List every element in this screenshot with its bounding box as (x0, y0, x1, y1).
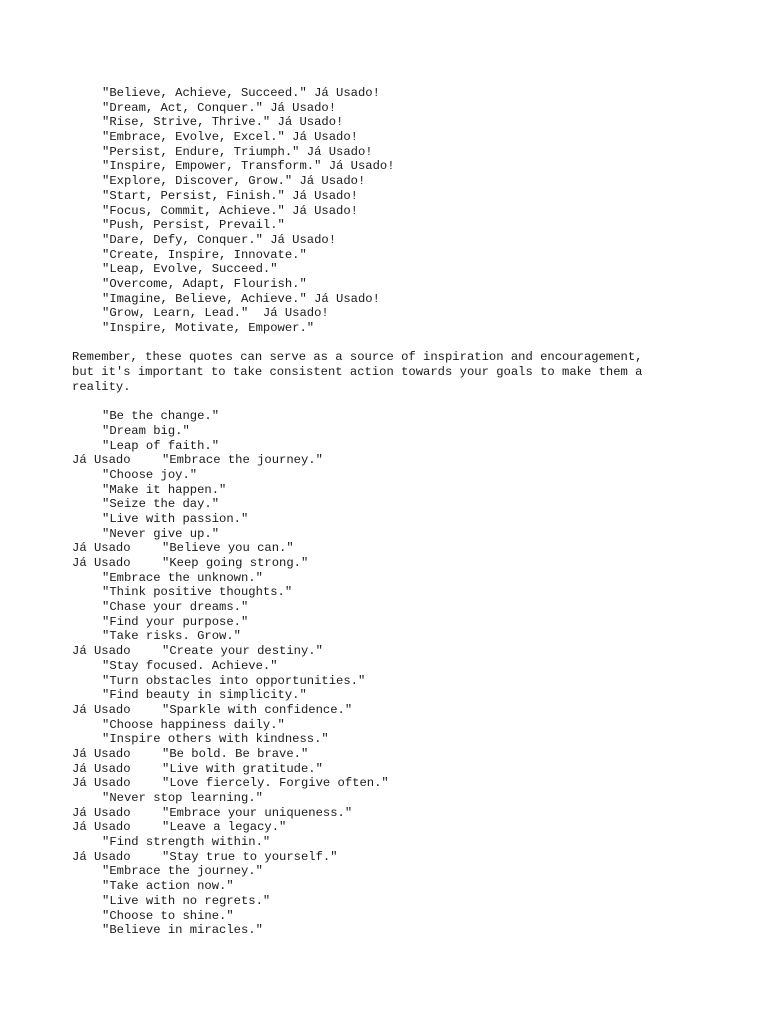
quote-line: "Chase your dreams." (102, 600, 249, 615)
slogan-line: "Dare, Defy, Conquer." Já Usado! (102, 232, 337, 247)
quote-line: "Choose to shine." (102, 908, 234, 923)
quote-line-used (72, 762, 732, 777)
slogan-line: "Embrace, Evolve, Excel." Já Usado! (102, 130, 358, 145)
used-tag: Já Usado (72, 776, 131, 791)
used-tag: Já Usado (72, 761, 131, 776)
used-tag: Já Usado (72, 541, 131, 556)
paragraph-line: Remember, these quotes can serve as a source of inspiration and encouragement, (72, 350, 643, 365)
paragraph-line: reality. (72, 379, 131, 394)
quote-line-used (72, 806, 732, 821)
slogan-line: "Create, Inspire, Innovate." (102, 247, 307, 262)
slogan-line: "Overcome, Adapt, Flourish." (102, 276, 307, 291)
quote-line: "Believe in miracles." (102, 923, 263, 938)
quote-line: "Find beauty in simplicity." (102, 688, 307, 703)
quote-line: "Dream big." (102, 423, 190, 438)
quote-line: "Leap of faith." (102, 438, 220, 453)
quote-line: "Choose joy." (102, 467, 198, 482)
used-tag: Já Usado (72, 644, 131, 659)
document-page (72, 86, 732, 938)
quote-line: "Make it happen." (102, 482, 227, 497)
paragraph-line: but it's important to take consistent action towards your goals to make them a (72, 365, 643, 380)
quote-line-used (72, 820, 732, 835)
quote-line: "Seize the day." (102, 497, 220, 512)
quote-line-used (72, 556, 732, 571)
quote-line: "Never give up." (102, 526, 220, 541)
quote-list (72, 409, 732, 938)
quote-line: "Take risks. Grow." (102, 629, 241, 644)
quote-line-used (72, 747, 732, 762)
used-tag: Já Usado (72, 556, 131, 570)
quote-text: "Keep going strong." (162, 556, 309, 570)
quote-line: "Live with passion." (102, 511, 249, 526)
used-tag: Já Usado (72, 453, 131, 468)
used-tag: Já Usado (72, 805, 131, 820)
quote-line-used (72, 541, 732, 556)
slogan-line: "Explore, Discover, Grow." Já Usado! (102, 174, 366, 189)
quote-line: "Live with no regrets." (102, 893, 271, 908)
quote-line-used (72, 453, 732, 468)
quote-line: "Find strength within." (102, 835, 271, 850)
quote-line-used (72, 776, 732, 791)
quote-line: "Turn obstacles into opportunities." (102, 673, 366, 688)
slogan-line: "Dream, Act, Conquer." Já Usado! (102, 100, 337, 115)
slogan-line: "Inspire, Empower, Transform." Já Usado! (102, 159, 395, 174)
quote-line: "Choose happiness daily." (102, 717, 285, 732)
quote-text: "Stay true to yourself." (162, 849, 338, 864)
used-tag: Já Usado (72, 702, 131, 717)
quote-text: "Live with gratitude." (162, 761, 323, 776)
slogan-line: "Imagine, Believe, Achieve." Já Usado! (102, 291, 380, 306)
slogan-line: "Leap, Evolve, Succeed." (102, 262, 278, 277)
used-tag: Já Usado (72, 746, 131, 761)
quote-line-used (72, 644, 732, 659)
spacer (72, 336, 732, 351)
slogan-line: "Push, Persist, Prevail." (102, 218, 285, 233)
quote-line-used (72, 850, 732, 865)
slogan-line: "Start, Persist, Finish." Já Usado! (102, 188, 358, 203)
quote-line: "Find your purpose." (102, 614, 249, 629)
quote-text: "Love fiercely. Forgive often." (162, 776, 389, 791)
quote-line: "Stay focused. Achieve." (102, 658, 278, 673)
slogan-line: "Rise, Strive, Thrive." Já Usado! (102, 115, 344, 130)
slogan-line: "Grow, Learn, Lead." Já Usado! (102, 306, 329, 321)
spacer (72, 394, 732, 409)
quote-line: "Never stop learning." (102, 791, 263, 805)
reminder-paragraph (72, 350, 732, 394)
used-tag: Já Usado (72, 849, 131, 864)
slogan-list (72, 86, 732, 336)
slogan-line: "Persist, Endure, Triumph." Já Usado! (102, 144, 373, 159)
quote-text: "Create your destiny." (162, 644, 323, 659)
quote-text: "Embrace the journey." (162, 453, 323, 468)
quote-line: "Be the change." (102, 409, 220, 424)
quote-line: "Inspire others with kindness." (102, 732, 329, 747)
quote-line-used (72, 703, 732, 718)
quote-line: "Think positive thoughts." (102, 585, 293, 600)
quote-text: "Embrace your uniqueness." (162, 805, 353, 820)
quote-line: "Take action now." (102, 879, 234, 894)
quote-text: "Be bold. Be brave." (162, 746, 309, 761)
quote-line: "Embrace the unknown." (102, 570, 263, 585)
slogan-line: "Inspire, Motivate, Empower." (102, 321, 315, 335)
quote-line: "Embrace the journey." (102, 864, 263, 879)
slogan-line: "Believe, Achieve, Succeed." Já Usado! (102, 86, 380, 100)
used-tag: Já Usado (72, 820, 131, 835)
quote-text: "Believe you can." (162, 541, 294, 556)
quote-text: "Sparkle with confidence." (162, 702, 353, 717)
quote-text: "Leave a legacy." (162, 820, 287, 835)
slogan-line: "Focus, Commit, Achieve." Já Usado! (102, 203, 358, 218)
